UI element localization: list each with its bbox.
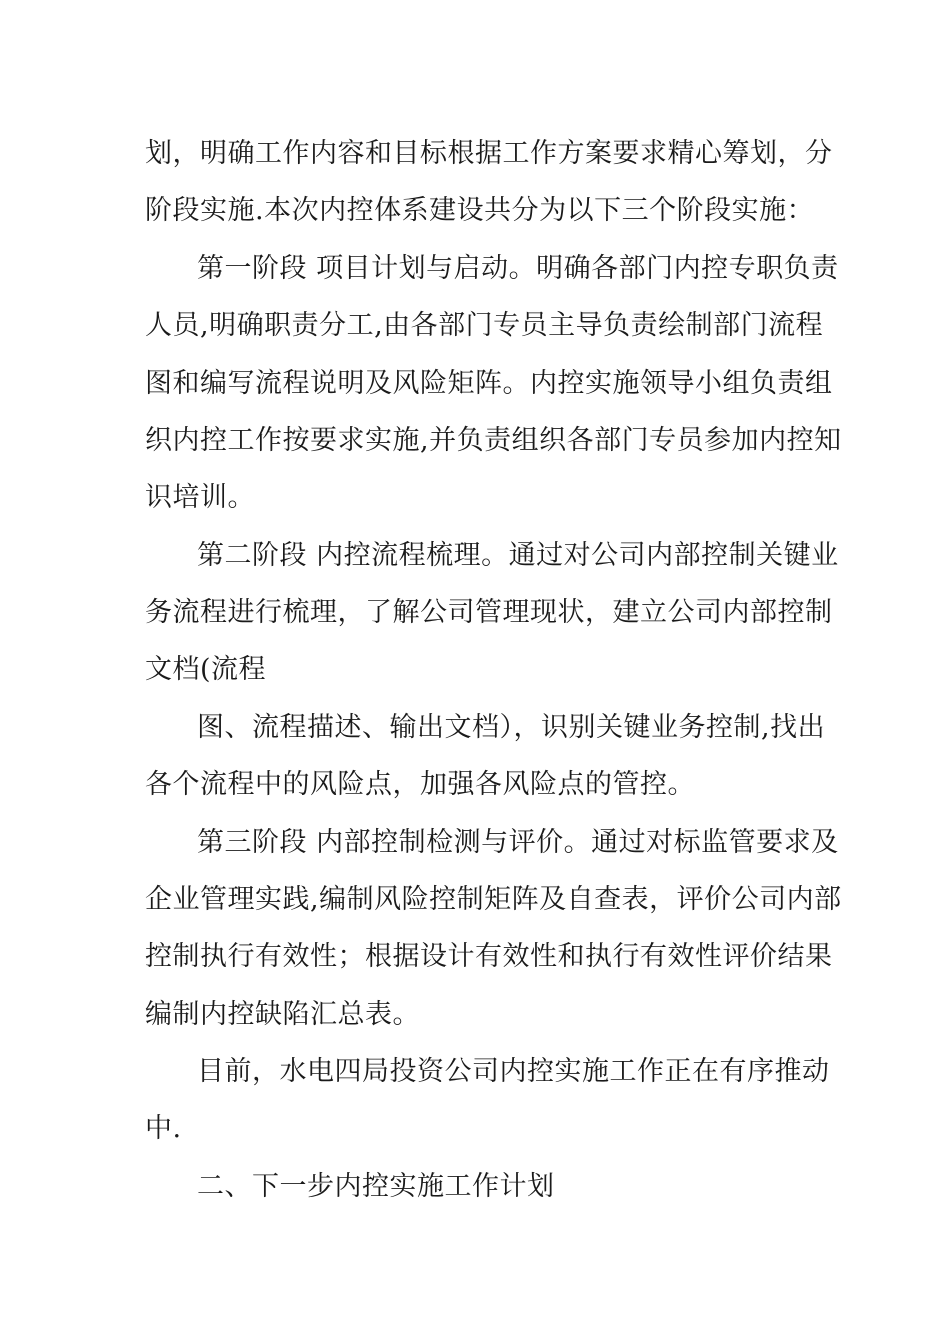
text-line: 阶段实施.本次内控体系建设共分为以下三个阶段实施： xyxy=(145,195,815,226)
text-line: 图和编写流程说明及风险矩阵。内控实施领导小组负责组 xyxy=(145,368,833,399)
text-line: 编制内控缺陷汇总表。 xyxy=(145,999,420,1030)
text-line: 文档(流程 xyxy=(145,654,267,685)
text-line: 控制执行有效性；根据设计有效性和执行有效性评价结果 xyxy=(145,941,833,972)
text-line: 第三阶段 内部控制检测与评价。通过对标监管要求及 xyxy=(197,827,839,858)
text-line: 图、流程描述、输出文档），识别关键业务控制,找出 xyxy=(197,712,826,743)
text-line: 划，明确工作内容和目标根据工作方案要求精心筹划，分 xyxy=(145,138,833,169)
text-line: 务流程进行梳理，了解公司管理现状，建立公司内部控制 xyxy=(145,597,833,628)
text-line: 企业管理实践,编制风险控制矩阵及自查表，评价公司内部 xyxy=(145,884,842,915)
text-line: 目前，水电四局投资公司内控实施工作正在有序推动 xyxy=(197,1056,830,1087)
text-line: 各个流程中的风险点，加强各风险点的管控。 xyxy=(145,769,695,800)
section-heading: 二、下一步内控实施工作计划 xyxy=(197,1171,555,1202)
text-line: 中. xyxy=(145,1113,182,1144)
text-line: 第二阶段 内控流程梳理。通过对公司内部控制关键业 xyxy=(197,540,839,571)
text-line: 织内控工作按要求实施,并负责组织各部门专员参加内控知 xyxy=(145,425,842,456)
text-line: 识培训。 xyxy=(145,482,255,513)
text-line: 第一阶段 项目计划与启动。明确各部门内控专职负责 xyxy=(197,253,839,284)
text-line: 人员,明确职责分工,由各部门专员主导负责绘制部门流程 xyxy=(145,310,824,341)
